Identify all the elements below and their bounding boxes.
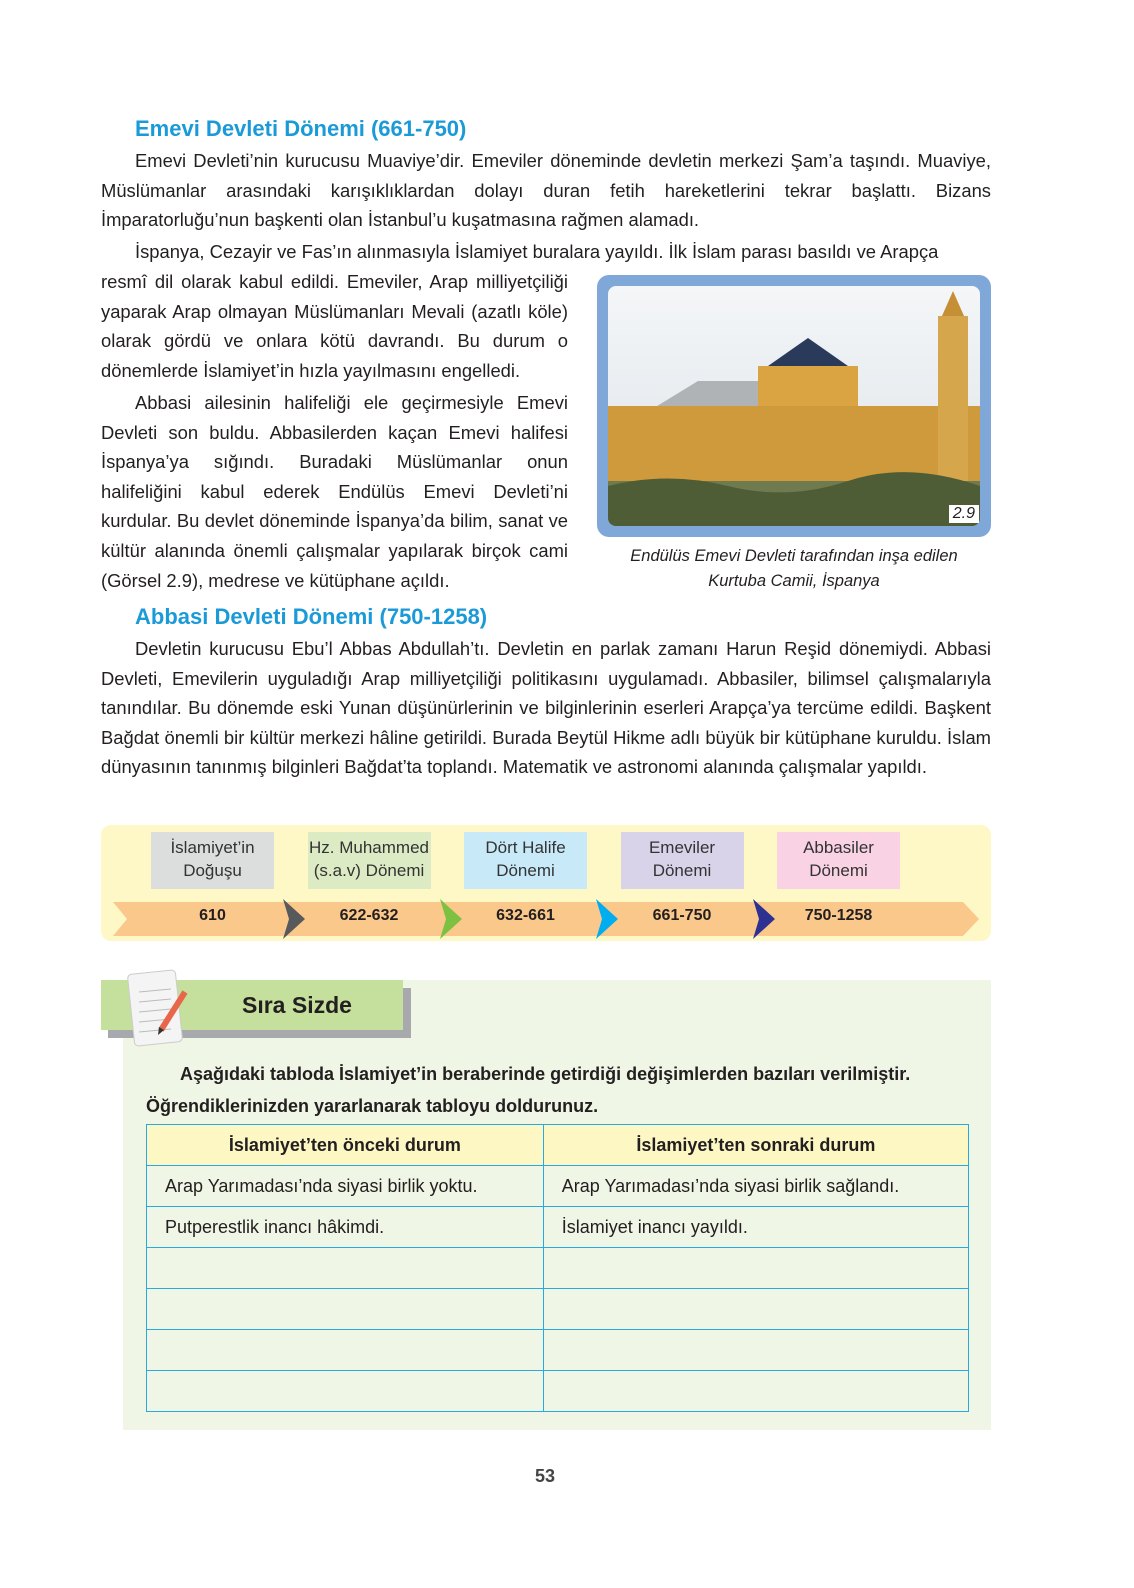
period-label: Dört Halife: [485, 838, 566, 857]
period-years: 632-661: [496, 907, 555, 924]
timeline-period: [308, 832, 431, 889]
table-row: [147, 1166, 969, 1207]
figure-number: 2.9: [949, 505, 979, 523]
period-label: Doğuşu: [183, 861, 242, 880]
period-years: 610: [199, 907, 226, 924]
figure-caption: [597, 544, 991, 594]
timeline-period: [464, 832, 587, 889]
notepad-pencil-icon: [125, 962, 195, 1052]
table-cell[interactable]: [543, 1289, 968, 1330]
period-label: Dönemi: [496, 861, 555, 880]
period-years: 661-750: [652, 907, 712, 924]
column-header: İslamiyet’ten sonraki durum: [543, 1125, 968, 1166]
instruction-line: Öğrendiklerinizden yararlanarak tabloyu doldurunuz.: [146, 1096, 599, 1116]
caption-line: Kurtuba Camii, İspanya: [708, 572, 880, 590]
activity-table: [146, 1124, 969, 1412]
mosque-photo: [608, 286, 980, 526]
table-cell[interactable]: [543, 1248, 968, 1289]
table-cell[interactable]: [147, 1371, 544, 1412]
table-cell[interactable]: [147, 1289, 544, 1330]
timeline-arrow-icon: [596, 899, 620, 939]
paragraph: resmî dil olarak kabul edildi. Emeviler, Arap milliyetçiliği yaparak Arap olmayan Müslümanları Mevali (azatlı köle) olarak gördü ve onlara kötü davrandı. Bu durum o dönemlerde İslamiyet’in hızla yayılmasını engelledi.: [101, 271, 568, 381]
timeline-period: [777, 832, 900, 889]
timeline-period: [621, 832, 744, 889]
paragraph: İspanya, Cezayir ve Fas’ın alınmasıyla İslamiyet buralara yayıldı. İlk İslam parası basıldı ve Arapça: [135, 241, 939, 262]
period-label: İslamiyet’in: [170, 838, 255, 857]
table-cell[interactable]: [147, 1248, 544, 1289]
activity-title: Sıra Sizde: [242, 992, 352, 1018]
period-label: Dönemi: [652, 861, 712, 880]
timeline-arrow-icon: [283, 899, 307, 939]
section-heading-abbasi: Abbasi Devleti Dönemi (750-1258): [135, 604, 488, 629]
period-years: 622-632: [339, 907, 399, 924]
activity-instructions: [146, 1058, 976, 1122]
table-cell[interactable]: [147, 1330, 544, 1371]
table-cell: Putperestlik inancı hâkimdi.: [147, 1207, 544, 1248]
timeline: [101, 825, 991, 941]
timeline-arrow-icon: [753, 899, 777, 939]
period-label: Hz. Muhammed: [309, 838, 429, 857]
table-cell: Arap Yarımadası’nda siyasi birlik yoktu.: [147, 1166, 544, 1207]
table-row: [147, 1330, 969, 1371]
period-label: Dönemi: [809, 861, 868, 880]
figure-kurtuba-mosque: [597, 275, 991, 537]
period-label: Emeviler: [648, 838, 716, 857]
table-cell: İslamiyet inancı yayıldı.: [543, 1207, 968, 1248]
period-years: 750-1258: [804, 907, 873, 924]
paragraph: Devletin kurucusu Ebu’l Abbas Abdullah’tı. Devletin en parlak zamanı Harun Reşid dönemiydi. Abbasi Devleti, Emevilerin uyguladığı Arap milliyetçiliği politikasını uygulamadı. Abbasiler, bilimsel çalışmalarıyla tanındılar. Bu dönemde eski Yunan düşünürlerinin ve bilginlerinin eserleri Arapça’ya tercüme edildi. Başkent Bağdat önemli bir kültür merkezi hâline getirildi. Burada Beytül Hikme adlı büyük bir kütüphane kuruldu. İslam dünyasının tanınmış bilginleri Bağdat’ta toplandı. Matematik ve astronomi alanında çalışmalar yapıldı.: [101, 638, 991, 778]
page-number: 53: [534, 1466, 556, 1486]
table-cell[interactable]: [543, 1330, 968, 1371]
timeline-arrow-icon: [440, 899, 464, 939]
table-cell[interactable]: [543, 1371, 968, 1412]
table-cell: Arap Yarımadası’nda siyasi birlik sağlandı.: [543, 1166, 968, 1207]
table-row: [147, 1371, 969, 1412]
paragraph: Emevi Devleti’nin kurucusu Muaviye’dir. Emeviler döneminde devletin merkezi Şam’a taşındı. Muaviye, Müslümanlar arasındaki karışıklıklardan dolayı duran fetih hareketlerini tekrar başlattı. Bizans İmparatorluğu’nun başkenti olan İstanbul’u kuşatmasına rağmen alamadı.: [101, 150, 991, 231]
period-label: (s.a.v) Dönemi: [313, 861, 425, 880]
section-heading-emevi: Emevi Devleti Dönemi (661-750): [135, 116, 467, 141]
period-label: Abbasiler: [803, 838, 874, 857]
table-row: [147, 1248, 969, 1289]
caption-line: Endülüs Emevi Devleti tarafından inşa edilen: [630, 547, 958, 565]
table-row: [147, 1207, 969, 1248]
instruction-line: Aşağıdaki tabloda İslamiyet’in beraberinde getirdiği değişimlerden bazıları verilmiştir.: [180, 1064, 911, 1084]
timeline-period: [151, 832, 274, 889]
column-header: İslamiyet’ten önceki durum: [147, 1125, 544, 1166]
table-row: [147, 1289, 969, 1330]
paragraph: Abbasi ailesinin halifeliği ele geçirmesiyle Emevi Devleti son buldu. Abbasilerden kaçan Emevi halifesi İspanya’ya sığındı. Buradaki Müslümanlar onun halifeliğini kabul ederek Endülüs Emevi Devleti’ni kurdular. Bu devlet döneminde İspanya’da bilim, sanat ve kültür alanında önemli çalışmalar yapılarak birçok cami (Görsel 2.9), medrese ve kütüphane açıldı.: [101, 392, 568, 591]
